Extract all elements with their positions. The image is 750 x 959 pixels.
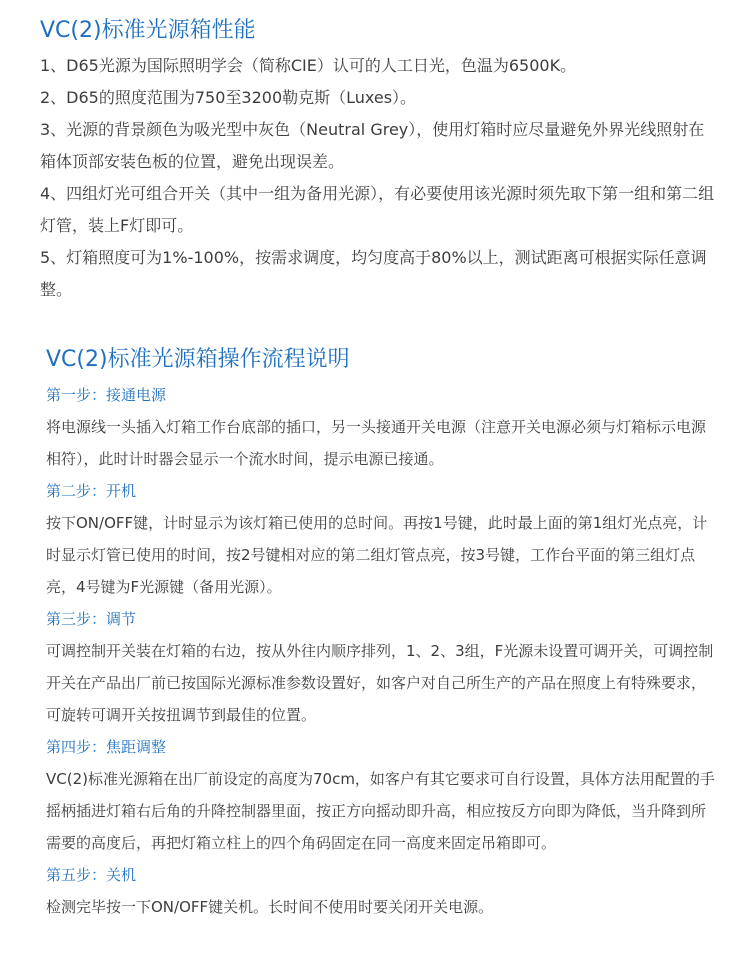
step-5	[46, 859, 718, 923]
performance-item-5: 5、灯箱照度可为1%-100%，按需求调度，均匀度高于80%以上，测试距离可根据实际任意调整。	[40, 248, 707, 299]
step-3	[46, 603, 718, 731]
performance-item-2: 2、D65的照度范围为750至3200勒克斯（Luxes）。	[40, 88, 417, 107]
performance-item-1: 1、D65光源为国际照明学会（简称CIE）认可的人工日光，色温为6500K。	[40, 56, 577, 75]
step-1	[46, 379, 718, 475]
performance-list	[40, 50, 720, 306]
step-5-heading: 第五步：关机	[46, 866, 137, 884]
step-1-heading: 第一步：接通电源	[46, 386, 167, 404]
operation-steps	[46, 379, 718, 923]
step-1-body: 将电源线一头插入灯箱工作台底部的插口，另一头接通开关电源（注意开关电源必须与灯箱标示电源相符），此时计时器会显示一个流水时间，提示电源已接通。	[46, 418, 707, 468]
step-5-body: 检测完毕按一下ON/OFF键关机。长时间不使用时要关闭开关电源。	[46, 898, 494, 916]
step-4-heading: 第四步：焦距调整	[46, 738, 167, 756]
performance-item-4: 4、四组灯光可组合开关（其中一组为备用光源），有必要使用该光源时须先取下第一组和第二组灯管，装上F灯即可。	[40, 184, 715, 235]
step-3-body: 可调控制开关装在灯箱的右边，按从外往内顺序排列，1、2、3组，F光源未设置可调开关，可调控制开关在产品出厂前已按国际光源标准参数设置好，如客户对自己所生产的产品在照度上有特殊要求，可旋转可调开关按扭调节到最佳的位置。	[46, 642, 714, 724]
step-4	[46, 731, 718, 859]
performance-item-3: 3、光源的背景颜色为吸光型中灰色（Neutral Grey），使用灯箱时应尽量避免外界光线照射在箱体顶部安装色板的位置，避免出现误差。	[40, 120, 705, 171]
step-2-body: 按下ON/OFF键，计时显示为该灯箱已使用的总时间。再按1号键，此时最上面的第1组灯光点亮，计时显示灯管已使用的时间，按2号键相对应的第二组灯管点亮，按3号键，工作台平面的第三组灯点亮，4号键为F光源键（备用光源）。	[46, 514, 708, 596]
step-3-heading: 第三步：调节	[46, 610, 137, 628]
step-4-body: VC(2)标准光源箱在出厂前设定的高度为70cm，如客户有其它要求可自行设置，具体方法用配置的手摇柄插进灯箱右后角的升降控制器里面，按正方向摇动即升高，相应按反方向即为降低，当升降到所需要的高度后，再把灯箱立柱上的四个角码固定在同一高度来固定吊箱即可。	[46, 770, 715, 852]
step-2	[46, 475, 718, 603]
operation-title: VC(2)标准光源箱操作流程说明	[46, 347, 350, 372]
step-2-heading: 第二步：开机	[46, 482, 137, 500]
performance-title: VC(2)标准光源箱性能	[40, 18, 256, 43]
